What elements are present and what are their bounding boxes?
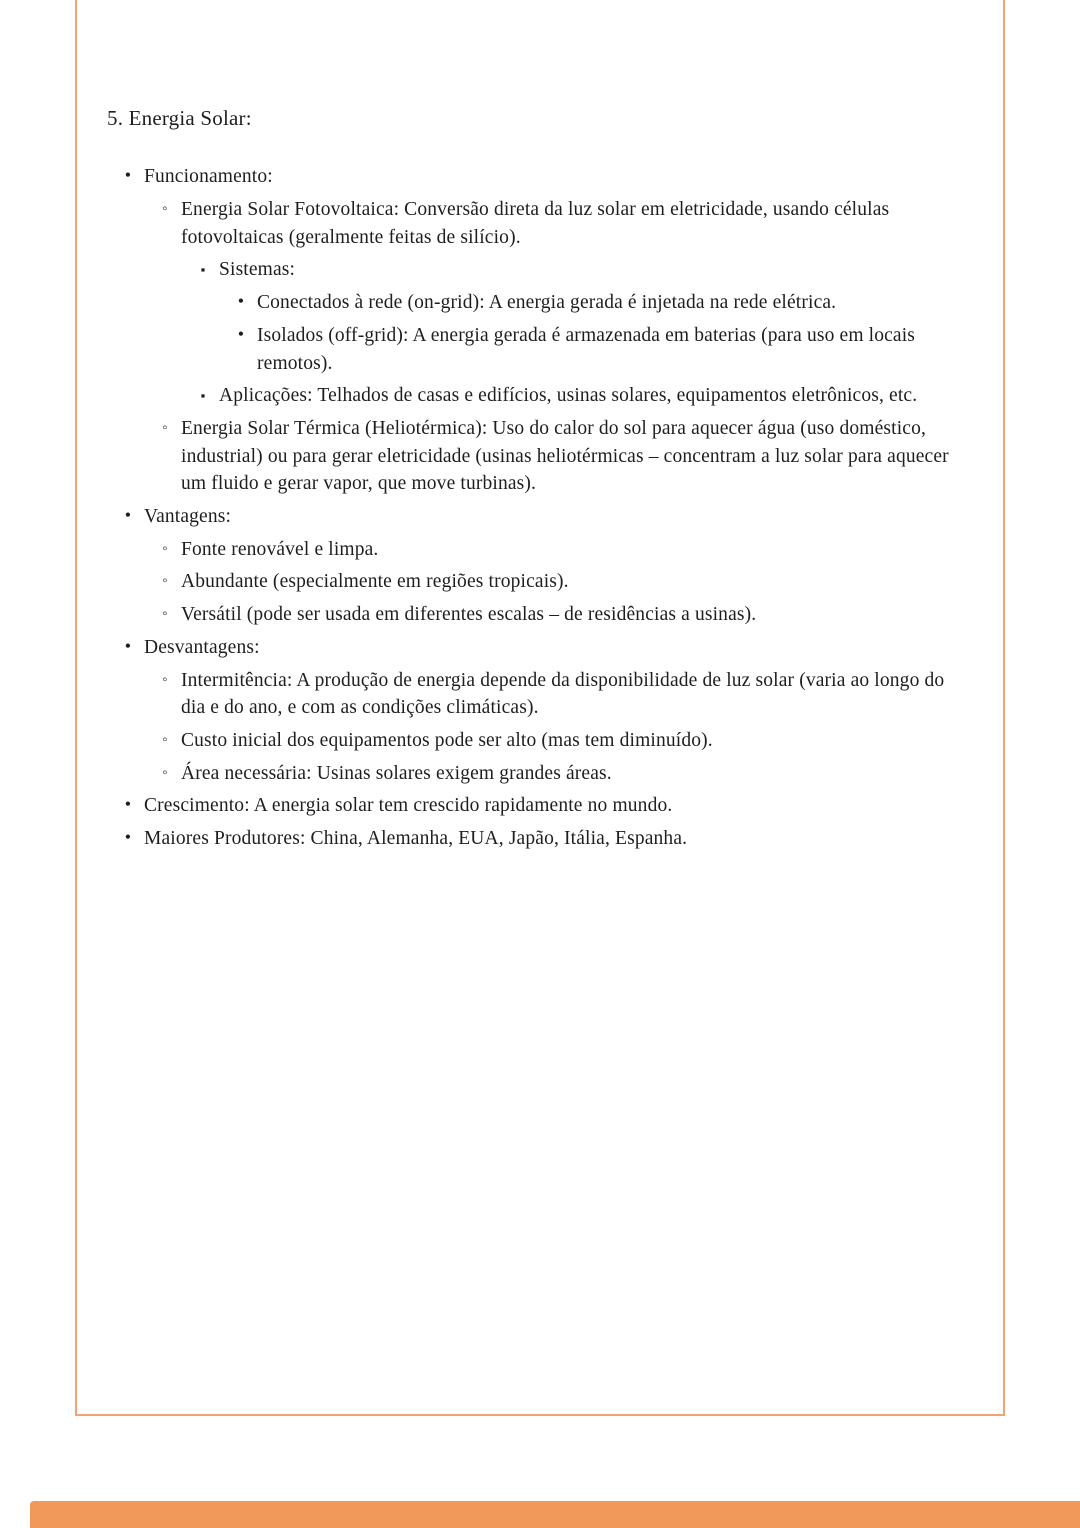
bullet-circle-icon: ◦ — [162, 573, 168, 590]
page-title: 5. Energia Solar: — [107, 106, 252, 130]
bullet-circle-icon: ◦ — [162, 606, 168, 623]
list-item — [158, 196, 968, 251]
list-item-text: Área necessária: Usinas solares exigem grandes áreas. — [181, 762, 612, 784]
list-item-text: Maiores Produtores: China, Alemanha, EUA, Japão, Itália, Espanha. — [144, 828, 688, 850]
bullet-circle-icon: ◦ — [162, 540, 168, 557]
list-item — [158, 568, 968, 596]
list-item-text: Energia Solar Fotovoltaica: Conversão direta da luz solar em eletricidade, usando células fotovoltaicas (geralmente feitas de silício). — [181, 199, 890, 248]
footer-accent-bar — [30, 1501, 1080, 1528]
list-item — [234, 289, 968, 317]
bullet-square-icon: ▪ — [200, 388, 206, 404]
list-item-text: Conectados à rede (on-grid): A energia gerada é injetada na rede elétrica. — [257, 292, 837, 314]
bullet-disc-icon: • — [124, 165, 132, 186]
list-item-text: Crescimento: A energia solar tem crescido rapidamente no mundo. — [144, 795, 673, 817]
list-item — [234, 322, 968, 377]
bullet-circle-icon: ◦ — [162, 671, 168, 688]
bullet-list — [107, 163, 968, 852]
list-item-text: Intermitência: A produção de energia depende da disponibilidade de luz solar (varia ao longo do dia e do ano, e com as condições climáticas). — [181, 669, 945, 719]
bullet-circle-icon: ◦ — [162, 764, 168, 781]
list-item-text: Vantagens: — [144, 505, 232, 527]
list-item — [158, 415, 968, 498]
list-item-text: Desvantagens: — [144, 636, 260, 658]
list-item — [158, 727, 968, 755]
bullet-circle-icon: ◦ — [162, 419, 168, 436]
bullet-disc-icon: • — [124, 794, 132, 815]
bullet-disc-icon: • — [124, 504, 132, 525]
list-item-text: Custo inicial dos equipamentos pode ser alto (mas tem diminuído). — [181, 729, 713, 751]
list-item — [196, 256, 968, 284]
bullet-disc-icon: • — [124, 827, 132, 848]
list-item — [196, 382, 968, 410]
list-item-text: Energia Solar Térmica (Heliotérmica): Uso do calor do sol para aquecer água (uso doméstico, industrial) ou para gerar eletricidade (usinas heliotérmicas – concentram a luz solar para aquecer um fluido e gerar vapor, que move turbinas). — [181, 417, 949, 495]
bullet-circle-icon: ◦ — [162, 201, 168, 218]
bullet-disc-icon: • — [237, 323, 245, 344]
list-item-text: Abundante (especialmente em regiões tropicais). — [181, 571, 569, 593]
list-item-text: Sistemas: — [219, 259, 296, 281]
list-item — [158, 601, 968, 629]
list-item — [121, 792, 968, 820]
bullet-circle-icon: ◦ — [162, 731, 168, 748]
list-item — [158, 667, 968, 722]
list-item-text: Isolados (off-grid): A energia gerada é armazenada em baterias (para uso em locais remotos). — [257, 324, 916, 374]
list-item-text: Versátil (pode ser usada em diferentes escalas – de residências a usinas). — [181, 604, 757, 626]
list-item — [158, 760, 968, 788]
list-item — [158, 536, 968, 564]
list-item-text: Aplicações: Telhados de casas e edifícios, usinas solares, equipamentos eletrônicos, etc. — [219, 385, 918, 407]
bullet-square-icon: ▪ — [200, 262, 206, 278]
list-item — [121, 163, 968, 191]
list-item-text: Fonte renovável e limpa. — [181, 538, 379, 560]
list-item — [121, 825, 968, 853]
list-item — [121, 634, 968, 662]
list-item-text: Funcionamento: — [144, 166, 273, 188]
bullet-disc-icon: • — [124, 635, 132, 656]
bullet-disc-icon: • — [237, 291, 245, 312]
list-item — [121, 503, 968, 531]
